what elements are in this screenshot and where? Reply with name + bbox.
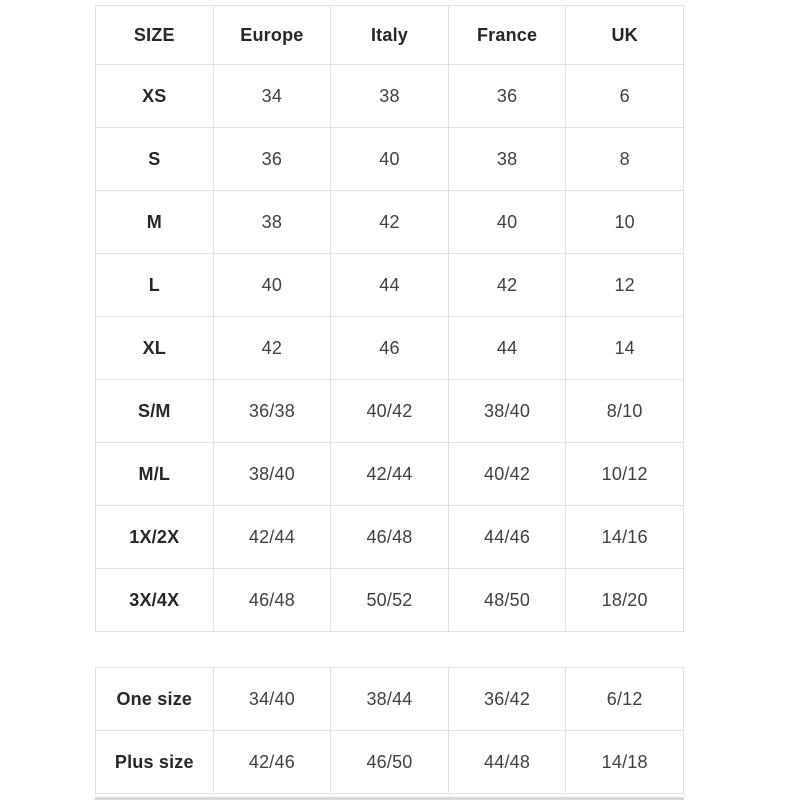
table-row-sm: [96, 380, 684, 443]
value-cell: 36: [448, 65, 566, 128]
value-cell: 42/44: [213, 506, 331, 569]
size-conversion-table-secondary: [95, 667, 684, 794]
value-cell: 38: [213, 191, 331, 254]
col-header-size: SIZE: [96, 6, 214, 65]
table-row-m: [96, 191, 684, 254]
value-cell: 6: [566, 65, 684, 128]
size-label-cell: 1X/2X: [96, 506, 214, 569]
value-cell: 10: [566, 191, 684, 254]
table-row-s: [96, 128, 684, 191]
col-header-uk: UK: [566, 6, 684, 65]
value-cell: 38/44: [331, 668, 449, 731]
size-label-cell: Plus size: [96, 731, 214, 794]
value-cell: 36/42: [448, 668, 566, 731]
value-cell: 42: [213, 317, 331, 380]
value-cell: 36/38: [213, 380, 331, 443]
value-cell: 12: [566, 254, 684, 317]
value-cell: 44: [331, 254, 449, 317]
value-cell: 48/50: [448, 569, 566, 632]
table-row-one-size: [96, 668, 684, 731]
table-row-xs: [96, 65, 684, 128]
value-cell: 46/48: [213, 569, 331, 632]
col-header-france: France: [448, 6, 566, 65]
value-cell: 14/18: [566, 731, 684, 794]
size-label-cell: One size: [96, 668, 214, 731]
value-cell: 42: [448, 254, 566, 317]
value-cell: 38: [448, 128, 566, 191]
table-row-l: [96, 254, 684, 317]
value-cell: 34: [213, 65, 331, 128]
value-cell: 40: [331, 128, 449, 191]
col-header-italy: Italy: [331, 6, 449, 65]
table-row-plus-size: [96, 731, 684, 794]
value-cell: 8/10: [566, 380, 684, 443]
value-cell: 14/16: [566, 506, 684, 569]
value-cell: 38/40: [448, 380, 566, 443]
size-label-cell: XL: [96, 317, 214, 380]
value-cell: 40: [448, 191, 566, 254]
value-cell: 10/12: [566, 443, 684, 506]
value-cell: 8: [566, 128, 684, 191]
value-cell: 42/46: [213, 731, 331, 794]
value-cell: 14: [566, 317, 684, 380]
col-header-europe: Europe: [213, 6, 331, 65]
size-label-cell: M: [96, 191, 214, 254]
size-label-cell: L: [96, 254, 214, 317]
size-label-cell: S: [96, 128, 214, 191]
size-conversion-table-primary: [95, 5, 684, 632]
value-cell: 46: [331, 317, 449, 380]
size-label-cell: 3X/4X: [96, 569, 214, 632]
value-cell: 50/52: [331, 569, 449, 632]
value-cell: 44/48: [448, 731, 566, 794]
value-cell: 40/42: [331, 380, 449, 443]
value-cell: 46/50: [331, 731, 449, 794]
value-cell: 36: [213, 128, 331, 191]
table-header-row: [96, 6, 684, 65]
table-row-xl: [96, 317, 684, 380]
table-row-1x2x: [96, 506, 684, 569]
value-cell: 40: [213, 254, 331, 317]
size-label-cell: S/M: [96, 380, 214, 443]
value-cell: 18/20: [566, 569, 684, 632]
value-cell: 6/12: [566, 668, 684, 731]
value-cell: 44/46: [448, 506, 566, 569]
value-cell: 34/40: [213, 668, 331, 731]
value-cell: 42/44: [331, 443, 449, 506]
table-row-ml: [96, 443, 684, 506]
value-cell: 44: [448, 317, 566, 380]
value-cell: 38/40: [213, 443, 331, 506]
table-row-3x4x: [96, 569, 684, 632]
size-label-cell: M/L: [96, 443, 214, 506]
value-cell: 38: [331, 65, 449, 128]
size-label-cell: XS: [96, 65, 214, 128]
value-cell: 42: [331, 191, 449, 254]
value-cell: 46/48: [331, 506, 449, 569]
value-cell: 40/42: [448, 443, 566, 506]
